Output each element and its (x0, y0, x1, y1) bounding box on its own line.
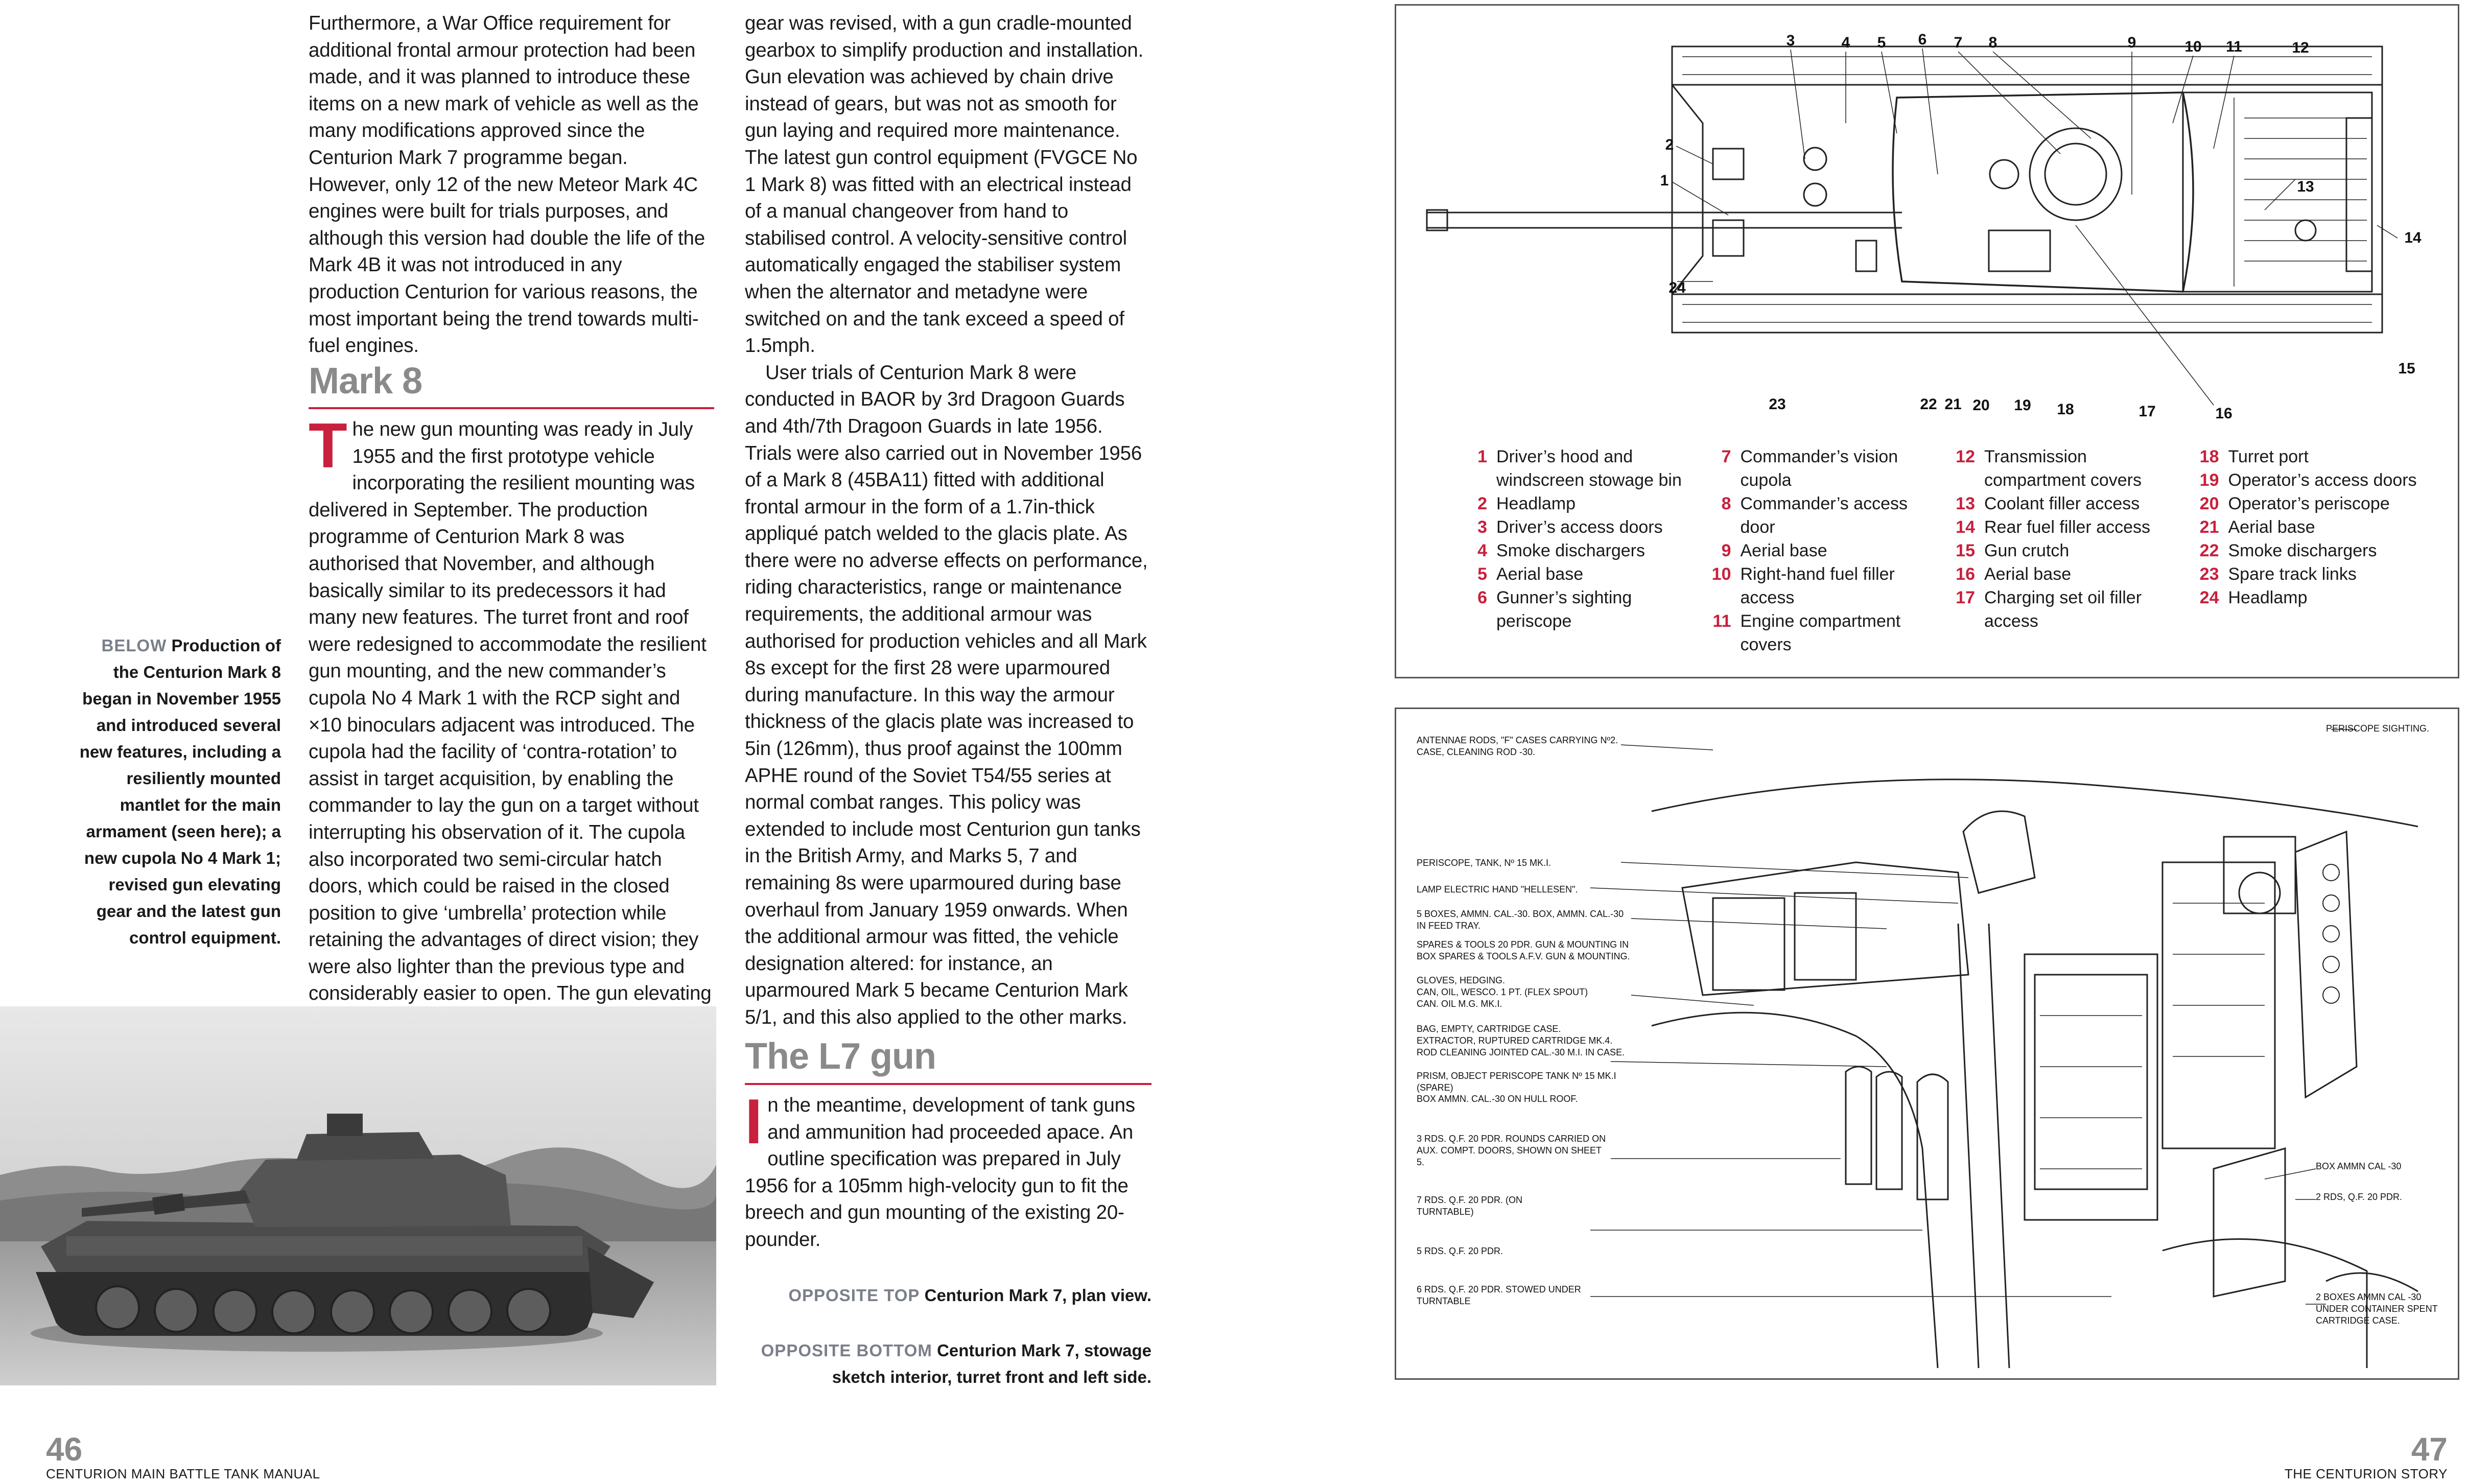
plan-callout: 20 (1972, 397, 1990, 414)
running-title-right: THE CENTURION STORY (2284, 1466, 2448, 1481)
legend-item: 9 Aerial base (1721, 541, 1827, 560)
heading-rule (309, 407, 714, 409)
legend-item: 11 Engine compartment covers (1712, 611, 1901, 654)
legend-item: 23 Spare track links (2199, 564, 2357, 584)
plan-callout: 22 (1920, 396, 1937, 413)
stowage-label-spares: SPARES & TOOLS 20 PDR. GUN & MOUNTING IN BOX SPARES & TOOLS A.F.V. GUN & MOUNTING. (1417, 939, 1630, 961)
plan-callout: 19 (2014, 397, 2031, 414)
plan-callout: 24 (1668, 279, 1686, 296)
legend-item: 10 Right-hand fuel filler access (1711, 564, 1895, 607)
legend-item: 4 Smoke dischargers (1477, 541, 1646, 560)
plan-callout: 11 (2226, 38, 2242, 55)
stowage-label-can-oil-mg: CAN. OIL M.G. MK.I. (1417, 999, 1502, 1009)
legend-item: 18 Turret port (2199, 447, 2309, 466)
stowage-label-rds3: 3 RDS. Q.F. 20 PDR. ROUNDS CARRIED ON AUX. COMPT. DOORS, SHOWN ON SHEET 5. (1417, 1134, 1606, 1167)
centurion-mk8-photo-image (0, 1006, 716, 1385)
plan-callout: 4 (1841, 34, 1850, 51)
dropcap: I (745, 1087, 763, 1157)
plan-callout: 21 (1944, 396, 1962, 413)
mark8-text: The new gun mounting was ready in July 1955 and the first prototype vehicle incorporating the resilient mounting was delivered in September. The production programme of Centurion Mark 8 was authorised that November, and although basically similar to its predecessors it had many new features. The turret front and roof were redesigned to accommodate the resilient gun mounting, and the new commander’s cupola No 4 Mark 1 with the RCP sight and ×10 binoculars adjacent was introduced. The cupola had the facility of ‘contra-rotation’ to assist in target acquisition, by enabling the commander to lay the gun on a target without interrupting his observation of it. The cupola also incorporated two semi-circular hatch doors, which could be raised in the closed position to give ‘umbrella’ protection while retaining the advantages of direct vision; they were also lighter than the previous type and considerably easier to open. The gun elevating (309, 411, 712, 1005)
stowage-label-rds7: 7 RDS. Q.F. 20 PDR. (ON TURNTABLE) (1417, 1195, 1523, 1217)
stowage-label-container: 2 BOXES AMMN CAL -30 UNDER CONTAINER SPENT CARTRIDGE CASE. (2316, 1292, 2438, 1326)
dropcap: T (309, 411, 347, 481)
legend-item: 15 Gun crutch (1956, 541, 2070, 560)
stowage-label-lamp: LAMP ELECTRIC HAND "HELLESEN". (1417, 884, 1578, 894)
plan-callout: 2 (1665, 136, 1674, 153)
legend-item: 2 Headlamp (1477, 494, 1576, 513)
legend-item: 17 Charging set oil filler access (1956, 588, 2142, 631)
plan-callout: 10 (2184, 38, 2202, 55)
l7-text: In the meantime, development of tank guns and ammunition had proceeded apace. An outline specification was prepared in July 1956 for a 105mm high-velocity gun to fit the breech and gun mounting of the existing 20-pounder. (745, 1087, 1135, 1251)
stowage-label-extractor: EXTRACTOR, RUPTURED CARTRIDGE MK.4. (1417, 1035, 1613, 1046)
plan-callout: 13 (2297, 178, 2314, 195)
stowage-label-boxes-ammn: 5 BOXES, AMMN. CAL.-30. BOX, AMMN. CAL.-30 IN FEED TRAY. (1417, 909, 1624, 931)
legend-item: 6 Gunner’s sighting periscope (1477, 588, 1632, 631)
caption-opposite-bottom: OPPOSITE BOTTOM Centurion Mark 7, stowage sketch interior, turret front and left side. (761, 1341, 1151, 1386)
legend-item: 16 Aerial base (1956, 564, 2072, 584)
plan-callout: 23 (1769, 396, 1786, 413)
heading-l7-gun: The L7 gun (745, 1036, 936, 1077)
legend-item: 3 Driver’s access doors (1477, 517, 1663, 537)
stowage-sketch-figure (1395, 708, 2459, 1380)
stowage-label-box-hull: BOX AMMN. CAL.-30 ON HULL ROOF. (1417, 1094, 1578, 1104)
stowage-label-rds6: 6 RDS. Q.F. 20 PDR. STOWED UNDER TURNTABLE (1417, 1284, 1581, 1306)
caption-opposite-top: OPPOSITE TOP Centurion Mark 7, plan view. (788, 1286, 1151, 1305)
caption-below: BELOW Production of the Centurion Mark 8 began in November 1955 and introduced several new features, including a resiliently mounted mantlet for the main armament (seen here); a new cupola No 4 Mark 1; revised gun elevating gear and the latest gun control equipment. (79, 636, 281, 947)
plan-callout: 1 (1660, 172, 1669, 189)
plan-callout: 7 (1954, 34, 1963, 51)
stowage-label-prism: PRISM, OBJECT PERISCOPE TANK Nº 15 MK.I (SPARE) (1417, 1071, 1616, 1093)
stowage-label-rod-cleaning: ROD CLEANING JOINTED CAL.-30 M.I. IN CASE. (1417, 1047, 1625, 1057)
stowage-label-box-cal30: BOX AMMN CAL -30 (2316, 1161, 2402, 1171)
legend-item: 22 Smoke dischargers (2199, 541, 2377, 560)
stowage-label-antennae: ANTENNAE RODS, "F" CASES CARRYING Nº2. CASE, CLEANING ROD -30. (1417, 735, 1618, 757)
stowage-label-bag: BAG, EMPTY, CARTRIDGE CASE. (1417, 1024, 1561, 1034)
legend-item: 5 Aerial base (1477, 564, 1584, 584)
plan-callout: 6 (1918, 31, 1927, 48)
plan-callout: 9 (2127, 34, 2136, 51)
tank-photo (0, 1006, 716, 1385)
legend-item: 21 Aerial base (2199, 517, 2315, 537)
plan-legend (1463, 445, 2423, 656)
plan-view-drawing (1396, 6, 2458, 425)
stowage-label-rds2: 2 RDS, Q.F. 20 PDR. (2316, 1192, 2403, 1202)
legend-column-4 (2195, 445, 2424, 656)
plan-callout: 3 (1786, 32, 1795, 49)
plan-callout: 15 (2398, 360, 2415, 377)
stowage-label-periscope-sighting: PERISCOPE SIGHTING. (2326, 723, 2430, 734)
legend-item: 12 Transmission compartment covers (1956, 447, 2142, 490)
legend-item: 24 Headlamp (2199, 588, 2308, 607)
plan-callout: 5 (1877, 34, 1886, 51)
page-number-right: 47 (2411, 1431, 2448, 1468)
plan-callout: 8 (1988, 34, 1997, 51)
legend-item: 19 Operator’s access doors (2199, 470, 2417, 490)
heading-mark8: Mark 8 (309, 361, 422, 402)
stowage-label-can-oil: CAN, OIL, WESCO. 1 PT. (FLEX SPOUT) (1417, 987, 1588, 997)
stowage-label-periscope-tank: PERISCOPE, TANK, Nº 15 MK.I. (1417, 858, 1551, 868)
legend-column-2 (1707, 445, 1936, 656)
plan-callout: 16 (2215, 405, 2232, 422)
plan-callout: 12 (2292, 39, 2309, 56)
col2-text: gear was revised, with a gun cradle-mounted gearbox to simplify production and installation. Gun elevation was achieved by chain drive instead of gears, but was not as smooth for gun laying and required more maintenance. The latest gun control equipment (FVGCE No 1 Mark 8) was fitted with an electrical instead of a manual changeover from hand to stabilised control. A velocity-sensitive control automatically engaged the stabiliser system when the alternator and metadyne were switched on and the tank exceed a speed of 1.5mph. User trials of Centurion Mark 8 were conducted in BAOR by 3rd Dragoon Guards and 4th/7th Dragoon Guards in late 1956. Trials were also carried out in November 1956 of a Mark 8 (45BA11) fitted with additional frontal armour in the form of a 1.7in-thick appliqué patch welded to the glacis plate. As there were no adverse effects on performance, riding characteristics, range or maintenance requirements, the additional armour was authorised for production vehicles and all Mark 8s except for the first 28 were uparmoured during manufacture. In this way the armour thickness of the glacis plate was increased to 5in (126mm), thus proof against the 100mm APHE round of the Soviet T54/55 series at normal combat ranges. This policy was extended to include most Centurion gun tanks in the British Army, and Marks 5, 7 and remaining 8s were uparmoured during base overhaul from January 1959 onwards. When the additional armour was fitted, the vehicle designation altered: for instance, an uparmoured Mark 5 became Centurion Mark 5/1, and this also applied to the other marks. (745, 12, 1148, 1028)
stowage-label-rds5: 5 RDS. Q.F. 20 PDR. (1417, 1246, 1503, 1256)
legend-column-1 (1463, 445, 1691, 656)
legend-item: 13 Coolant filler access (1956, 494, 2140, 513)
legend-column-3 (1950, 445, 2179, 656)
plan-callout: 17 (2138, 403, 2156, 420)
plan-view-figure (1395, 4, 2459, 678)
stowage-label-gloves: GLOVES, HEDGING. (1417, 975, 1506, 985)
legend-item: 1 Driver’s hood and windscreen stowage bin (1477, 447, 1682, 490)
legend-item: 7 Commander’s vision cupola (1721, 447, 1898, 490)
page-number-left: 46 (46, 1431, 83, 1468)
col1-intro: Furthermore, a War Office requirement for additional frontal armour protection had been made, and it was planned to introduce these items on a new mark of vehicle as well as the many modifications approved since the Centurion Mark 7 programme began. However, only 12 of the new Meteor Mark 4C engines were built for trials purposes, and although this version had double the life of the Mark 4B it was not introduced in any production Centurion for various reasons, the most important being the trend towards multi-fuel engines. (309, 12, 705, 357)
plan-callout: 18 (2057, 401, 2074, 418)
legend-item: 8 Commander’s access door (1721, 494, 1908, 537)
legend-item: 20 Operator’s periscope (2199, 494, 2390, 513)
legend-item: 14 Rear fuel filler access (1956, 517, 2151, 537)
running-title-left: CENTURION MAIN BATTLE TANK MANUAL (46, 1466, 320, 1481)
plan-callout: 14 (2404, 229, 2422, 246)
heading-rule (745, 1083, 1151, 1085)
